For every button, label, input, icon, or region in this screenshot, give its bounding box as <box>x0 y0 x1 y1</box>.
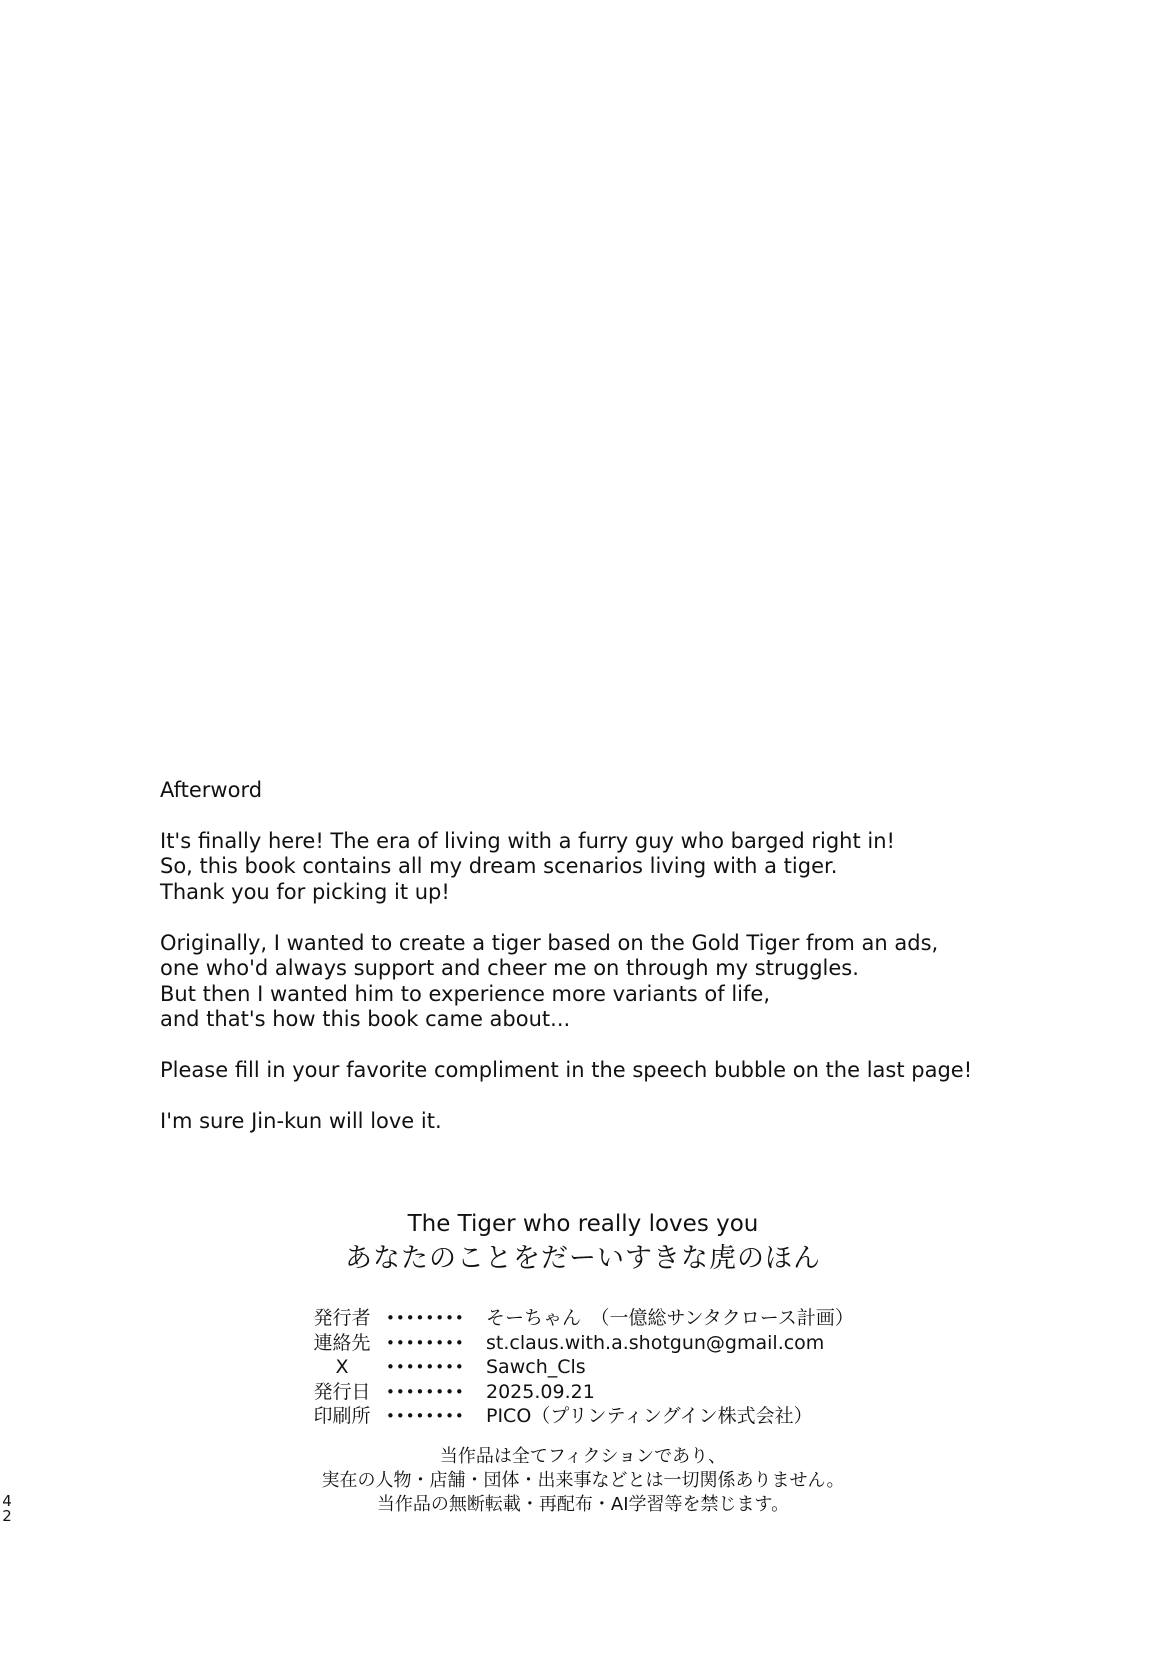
credit-leader-dots: •••••••• <box>386 1309 465 1327</box>
credit-leader-dots: •••••••• <box>386 1358 465 1376</box>
disclaimer-line: 当作品は全てフィクションであり、 <box>439 1446 727 1467</box>
credit-value: st.claus.with.a.shotgun@gmail.com <box>486 1331 825 1354</box>
afterword-paragraph-3 <box>160 1058 1060 1084</box>
credit-key: 印刷所 <box>313 1405 371 1427</box>
credit-value: Sawch_Cls <box>486 1356 586 1378</box>
afterword-line: It's finally here! The era of living with a furry guy who barged right in! <box>160 828 895 853</box>
credit-key: 連絡先 <box>313 1331 371 1354</box>
afterword-paragraph-2 <box>160 931 1060 1033</box>
disclaimer-line: 当作品の無断転載・再配布・AI学習等を禁じます。 <box>376 1494 790 1515</box>
credit-leader-dots: •••••••• <box>386 1333 465 1352</box>
afterword-heading: Afterword <box>160 778 263 802</box>
credit-key: X <box>335 1356 349 1378</box>
disclaimer <box>0 1445 1166 1517</box>
credit-row-contact <box>302 1331 854 1356</box>
disclaimer-line: 実在の人物・店舗・団体・出来事などとは一切関係ありません。 <box>321 1470 845 1491</box>
afterword-line: I'm sure Jin-kun will love it. <box>160 1109 442 1133</box>
book-title-english: The Tiger who really loves you <box>407 1211 759 1237</box>
colophon-titles <box>0 1208 1166 1278</box>
credit-leader-dots: •••••••• <box>386 1382 465 1401</box>
afterword-line: one who'd always support and cheer me on through my struggles. <box>160 956 859 980</box>
credit-row-date <box>302 1380 854 1405</box>
afterword-line: Thank you for picking it up! <box>160 879 450 904</box>
page-number-digit: 4 <box>2 1492 12 1510</box>
afterword-line: Please fill in your favorite compliment in the speech bubble on the last page! <box>160 1058 973 1082</box>
credit-value: そーちゃん （一億総サンタクロース計画） <box>486 1307 854 1329</box>
afterword-paragraph-1 <box>160 829 1060 906</box>
afterword-section <box>160 778 1060 1160</box>
afterword-line: But then I wanted him to experience more variants of life, <box>160 981 770 1006</box>
colophon-credits <box>302 1306 854 1429</box>
book-title-japanese: あなたのことをだーいすきな虎のほん <box>345 1243 821 1274</box>
afterword-line: and that's how this book came about... <box>160 1007 571 1031</box>
credit-leader-dots: •••••••• <box>386 1407 465 1425</box>
credit-value: 2025.09.21 <box>486 1380 595 1403</box>
afterword-line: Originally, I wanted to create a tiger based on the Gold Tiger from an ads, <box>160 930 939 955</box>
afterword-line: So, this book contains all my dream scenarios living with a tiger. <box>160 854 838 878</box>
page-number-digit: 2 <box>2 1507 12 1525</box>
credit-row-printer <box>302 1404 854 1429</box>
afterword-paragraph-4 <box>160 1109 1060 1135</box>
credit-key: 発行者 <box>313 1307 371 1329</box>
page-number <box>0 1494 14 1524</box>
credit-row-x <box>302 1355 854 1380</box>
credit-value: PICO（プリンティングイン株式会社） <box>486 1405 813 1427</box>
credit-row-publisher <box>302 1306 854 1331</box>
credit-key: 発行日 <box>313 1380 371 1403</box>
